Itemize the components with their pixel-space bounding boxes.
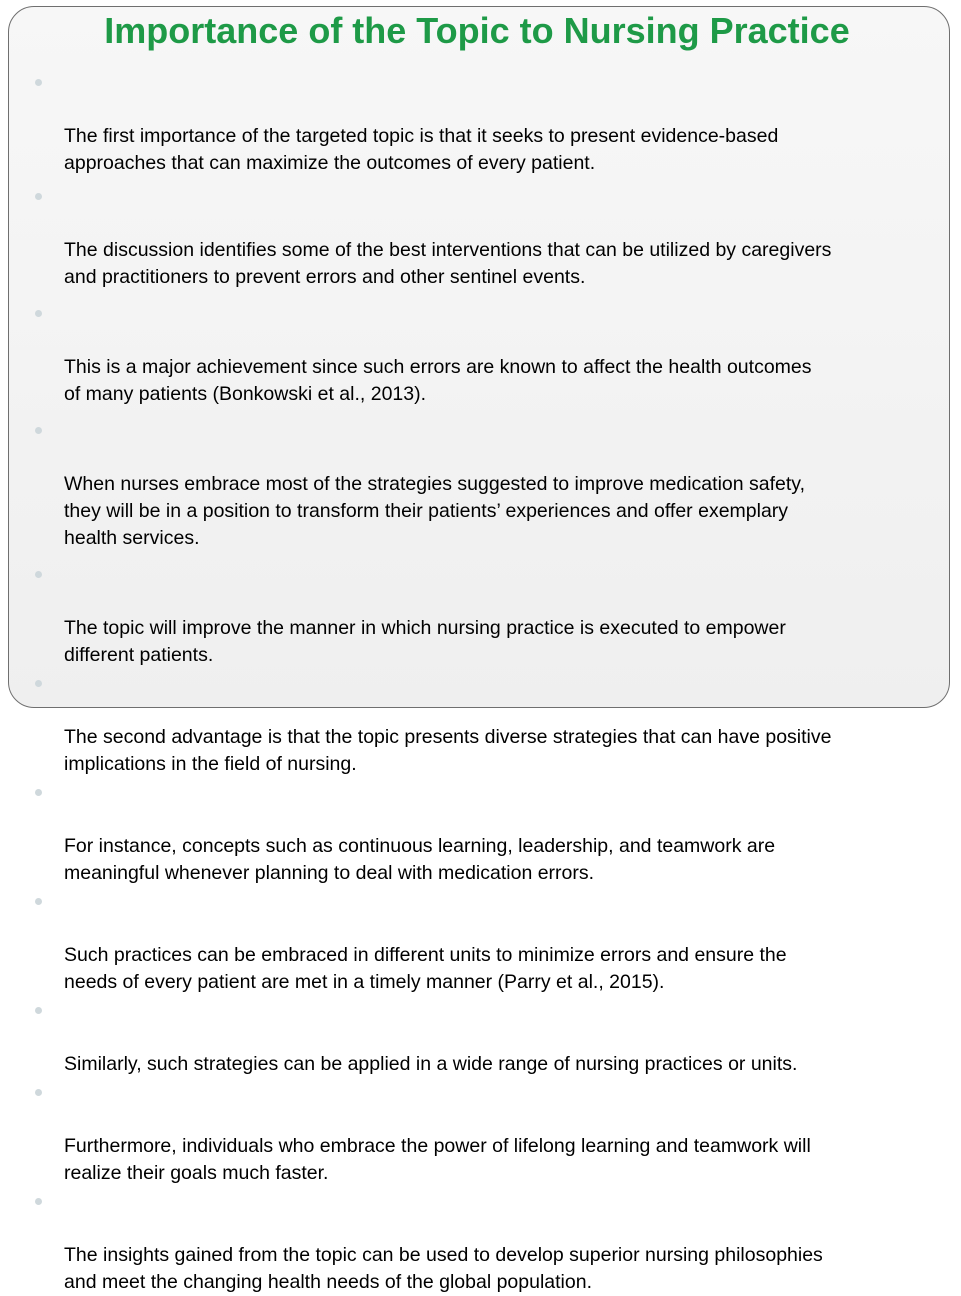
bullet-dot-icon: [35, 898, 42, 905]
bullet-text: Similarly, such strategies can be applied in a wide range of nursing practices or units.: [64, 1053, 798, 1075]
bullet-text: When nurses embrace most of the strategies suggested to improve medication safety, they will be in a position to transform their patients’ experiences and offer exemplary health services.: [64, 473, 805, 549]
bullet-item: [35, 1188, 961, 1296]
bullet-list: [35, 69, 961, 1296]
bullet-text: The second advantage is that the topic presents diverse strategies that can have positive implications in the field of nursing.: [64, 726, 832, 775]
bullet-text: The discussion identifies some of the best interventions that can be utilized by caregivers and practitioners to prevent errors and other sentinel events.: [64, 239, 832, 288]
bullet-dot-icon: [35, 789, 42, 796]
bullet-item: [35, 69, 961, 177]
bullet-dot-icon: [35, 1089, 42, 1096]
bullet-dot-icon: [35, 1198, 42, 1205]
bullet-dot-icon: [35, 680, 42, 687]
bullet-item: [35, 1079, 961, 1187]
bullet-dot-icon: [35, 427, 42, 434]
bullet-text: This is a major achievement since such errors are known to affect the health outcomes of many patients (Bonkowski et al., 2013).: [64, 356, 812, 405]
bullet-text: Furthermore, individuals who embrace the power of lifelong learning and teamwork will realize their goals much faster.: [64, 1135, 811, 1184]
bullet-item: [35, 670, 961, 778]
bullet-item: [35, 888, 961, 996]
bullet-item: [35, 183, 961, 291]
bullet-text: Such practices can be embraced in different units to minimize errors and ensure the needs of every patient are met in a timely manner (Parry et al., 2015).: [64, 944, 787, 993]
bullet-dot-icon: [35, 1007, 42, 1014]
bullet-item: [35, 417, 961, 552]
bullet-dot-icon: [35, 310, 42, 317]
bullet-dot-icon: [35, 79, 42, 86]
bullet-dot-icon: [35, 571, 42, 578]
bullet-item: [35, 997, 961, 1078]
bullet-text: The insights gained from the topic can be used to develop superior nursing philosophies and meet the changing health needs of the global population.: [64, 1244, 823, 1293]
slide-title: Importance of the Topic to Nursing Practice: [104, 10, 850, 51]
bullet-item: [35, 300, 961, 408]
bullet-item: [35, 561, 961, 669]
bullet-item: [35, 779, 961, 887]
bullet-dot-icon: [35, 193, 42, 200]
bullet-text: The first importance of the targeted topic is that it seeks to present evidence-based approaches that can maximize the outcomes of every patient.: [64, 125, 779, 174]
slide-frame: [8, 6, 950, 1293]
bullet-text: For instance, concepts such as continuous learning, leadership, and teamwork are meaningful whenever planning to deal with medication errors.: [64, 835, 776, 884]
bullet-text: The topic will improve the manner in which nursing practice is executed to empower different patients.: [64, 617, 786, 666]
